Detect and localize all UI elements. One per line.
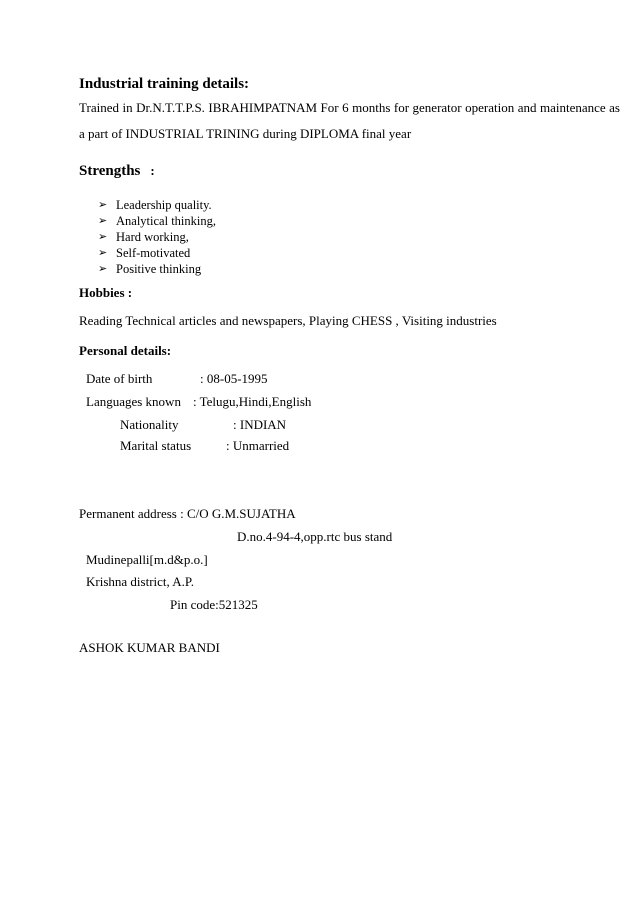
list-item: ➢ Analytical thinking,: [98, 213, 216, 228]
address-line-4: Pin code:521325: [170, 597, 258, 612]
hobbies-heading: Hobbies :: [79, 285, 133, 300]
dob-value: : 08-05-1995: [200, 371, 268, 386]
strengths-colon: :: [150, 163, 155, 178]
personal-heading: Personal details:: [79, 343, 172, 358]
list-item: ➢ Leadership quality.: [98, 197, 212, 212]
list-item: ➢ Self-motivated: [98, 245, 191, 260]
strengths-heading: Strengths: [79, 163, 141, 179]
list-item: ➢ Hard working,: [98, 229, 189, 244]
arrow-bullet-icon: ➢: [98, 214, 108, 227]
address-label: Permanent address : C/O G.M.SUJATHA: [79, 506, 296, 521]
list-item: ➢ Positive thinking: [98, 261, 202, 276]
training-line-1: Trained in Dr.N.T.T.P.S. IBRAHIMPATNAM For 6 months for generator operation and maintenance as: [79, 100, 620, 115]
training-line-2: a part of INDUSTRIAL TRINING during DIPLOMA final year: [79, 126, 412, 141]
dob-label: Date of birth: [86, 371, 153, 386]
languages-label: Languages known: [86, 394, 181, 409]
address-line-1: D.no.4-94-4,opp.rtc bus stand: [237, 529, 393, 544]
address-line-3: Krishna district, A.P.: [86, 574, 194, 589]
hobbies-text: Reading Technical articles and newspapers, Playing CHESS , Visiting industries: [79, 313, 497, 328]
arrow-bullet-icon: ➢: [98, 230, 108, 243]
marital-value: : Unmarried: [226, 438, 290, 453]
training-heading: Industrial training details:: [79, 76, 250, 92]
strengths-heading-row: [79, 162, 155, 180]
strengths-list: [98, 197, 216, 277]
arrow-bullet-icon: ➢: [98, 198, 108, 211]
arrow-bullet-icon: ➢: [98, 262, 108, 275]
signature-name: ASHOK KUMAR BANDI: [79, 640, 220, 655]
address-line-2: Mudinepalli[m.d&p.o.]: [86, 552, 208, 567]
marital-label: Marital status: [120, 438, 192, 453]
arrow-bullet-icon: ➢: [98, 246, 108, 259]
nationality-value: : INDIAN: [233, 417, 287, 432]
languages-value: : Telugu,Hindi,English: [193, 394, 312, 409]
nationality-label: Nationality: [120, 417, 179, 432]
